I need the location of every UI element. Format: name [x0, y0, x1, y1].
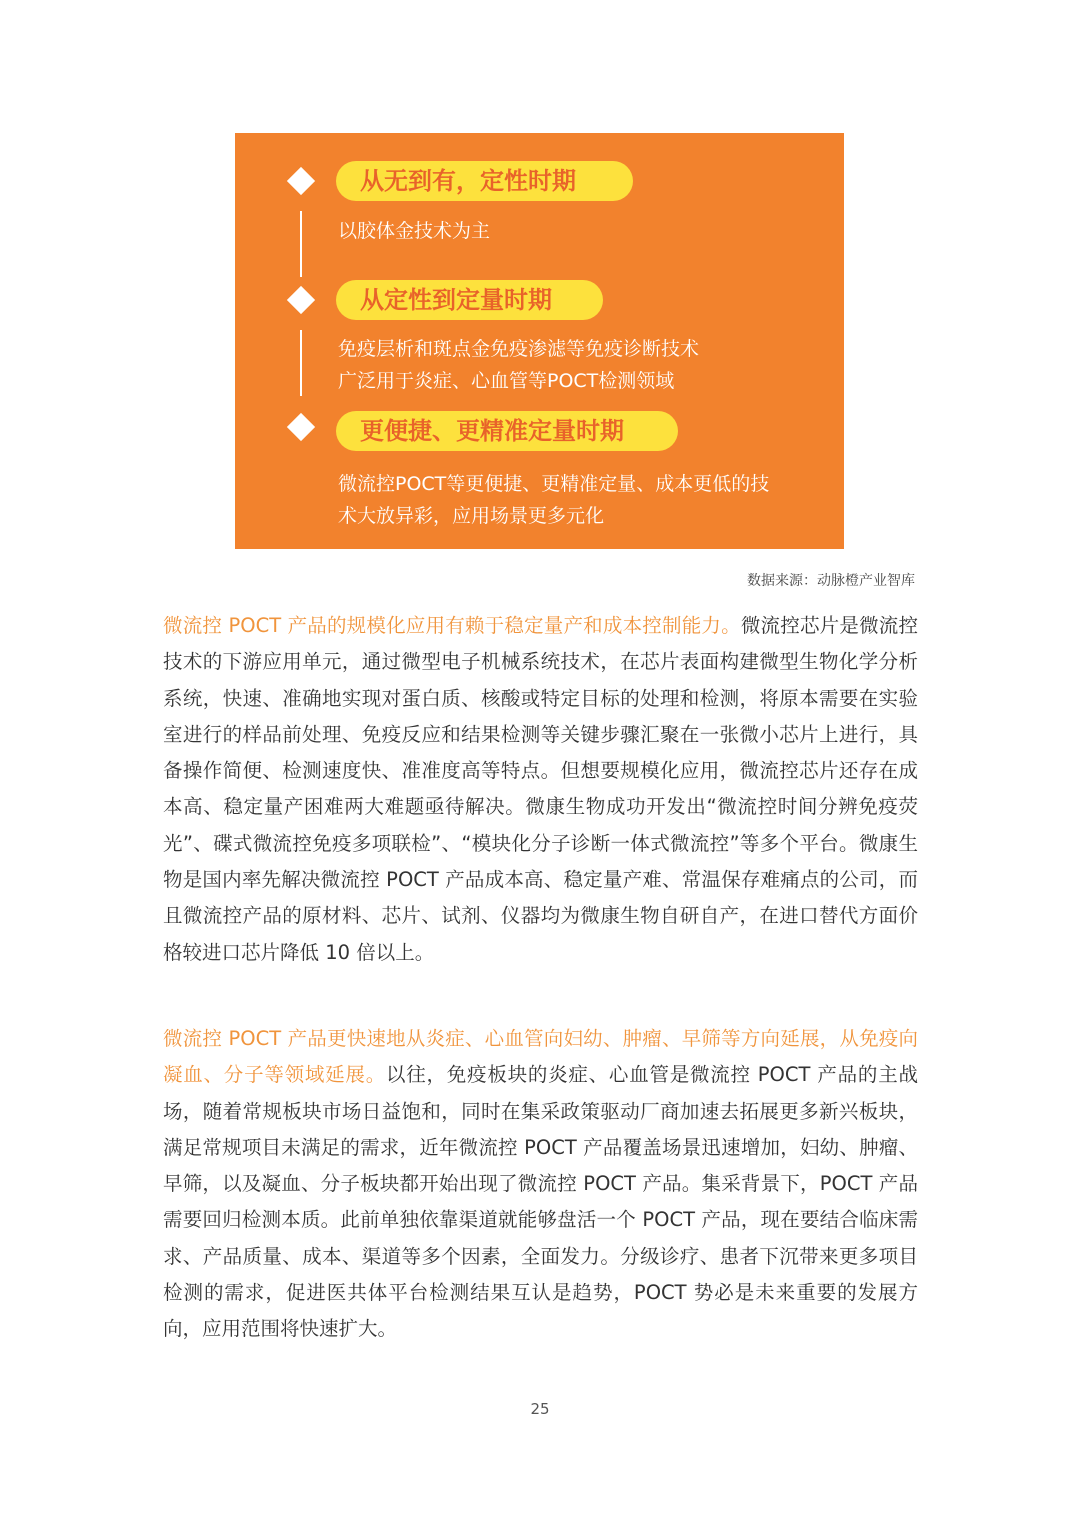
stage-title-pill: 更便捷、更精准定量时期 — [336, 411, 678, 451]
body-paragraph — [163, 608, 918, 971]
highlight-sentence: 微流控 POCT 产品更快速地从炎症、心血管向妇幼、肿瘤、早筛等方向延展，从免疫向凝血、分子等领域延展。 — [163, 1027, 918, 1087]
stage-description: 广泛用于炎症、心血管等POCT检测领域 — [338, 370, 675, 392]
stage-title-pill: 从无到有，定性时期 — [336, 161, 633, 201]
diamond-bullet-icon — [287, 413, 315, 441]
stage-description: 免疫层析和斑点金免疫渗滤等免疫诊断技术 — [338, 338, 700, 360]
timeline-connector — [300, 330, 302, 396]
stage-description: 以胶体金技术为主 — [338, 220, 491, 242]
diamond-bullet-icon — [287, 167, 315, 195]
data-source-note: 数据来源：动脉橙产业智库 — [747, 573, 915, 589]
stage-title-pill: 从定性到定量时期 — [336, 280, 603, 320]
body-paragraph — [163, 1021, 918, 1348]
timeline-connector — [300, 211, 302, 277]
diamond-bullet-icon — [287, 286, 315, 314]
page-number: 25 — [530, 1400, 550, 1418]
highlight-sentence: 微流控 POCT 产品的规模化应用有赖于稳定量产和成本控制能力。 — [163, 614, 741, 637]
poct-timeline-infographic — [235, 133, 844, 549]
stage-description: 微流控POCT等更便捷、更精准定量、成本更低的技 — [338, 473, 770, 495]
paragraph-body: 以往，免疫板块的炎症、心血管是微流控 POCT 产品的主战场，随着常规板块市场日益饱和，同时在集采政策驱动厂商加速去拓展更多新兴板块，满足常规项目未满足的需求，近年微流控 POCT 产品覆盖场景迅速增加，妇幼、肿瘤、早筛，以及凝血、分子板块都开始出现了微流控 POCT 产品。集采背景下，POCT 产品需要回归检测本质。此前单独依靠渠道就能够盘活一个 POCT 产品，现在要结合临床需求、产品质量、成本、渠道等多个因素，全面发力。分级诊疗、患者下沉带来更多项目检测的需求，促进医共体平台检测结果互认是趋势，POCT 势必是未来重要的发展方向，应用范围将快速扩大。 — [163, 1063, 918, 1341]
stage-description: 术大放异彩，应用场景更多元化 — [338, 505, 605, 527]
paragraph-body: 微流控芯片是微流控技术的下游应用单元，通过微型电子机械系统技术，在芯片表面构建微型生物化学分析系统，快速、准确地实现对蛋白质、核酸或特定目标的处理和检测，将原本需要在实验室进行的样品前处理、免疫反应和结果检测等关键步骤汇聚在一张微小芯片上进行，具备操作简便、检测速度快、准准度高等特点。但想要规模化应用，微流控芯片还存在成本高、稳定量产困难两大难题亟待解决。微康生物成功开发出“微流控时间分辨免疫荧光”、碟式微流控免疫多项联检”、“模块化分子诊断一体式微流控”等多个平台。微康生物是国内率先解决微流控 POCT 产品成本高、稳定量产难、常温保存难痛点的公司，而且微流控产品的原材料、芯片、试剂、仪器均为微康生物自研自产，在进口替代方面价格较进口芯片降低 10 倍以上。 — [163, 614, 918, 964]
